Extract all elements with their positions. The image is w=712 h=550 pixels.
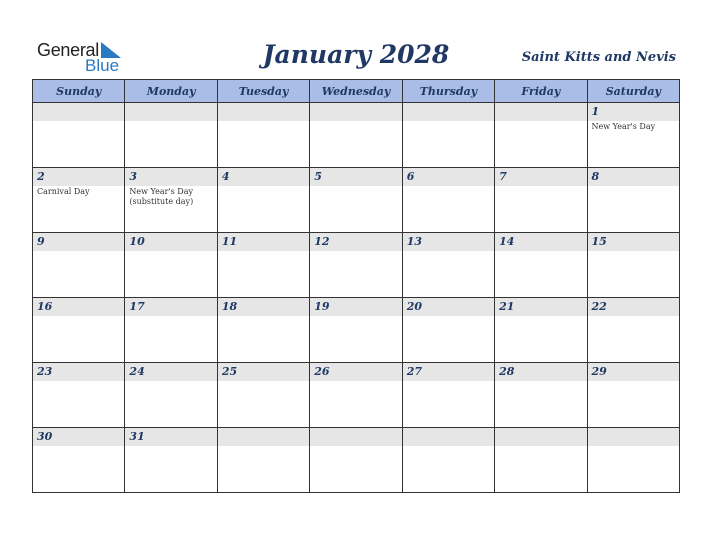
day-number-bar: [495, 298, 586, 316]
day-cell: [587, 298, 679, 363]
day-number-bar: [218, 363, 309, 381]
day-number-bar: [125, 428, 216, 446]
holiday-label: [310, 446, 401, 447]
logo-blue-text: Blue: [85, 56, 120, 75]
day-number: 5: [314, 170, 322, 183]
day-number: 28: [499, 365, 515, 378]
day-cell: [217, 363, 309, 428]
day-cell: [495, 168, 587, 233]
day-number: [403, 103, 494, 105]
day-number-bar: [310, 233, 401, 251]
holiday-label: [310, 381, 401, 382]
day-cell: [402, 298, 494, 363]
day-number-bar: [310, 298, 401, 316]
week-row: [33, 363, 680, 428]
holiday-label: [125, 251, 216, 252]
day-number: 24: [129, 365, 145, 378]
day-number-bar: [218, 103, 309, 121]
day-number: [125, 103, 216, 105]
day-number-bar: [310, 103, 401, 121]
holiday-label: [310, 186, 401, 187]
day-cell: [217, 168, 309, 233]
holiday-label: [218, 381, 309, 382]
day-number-bar: [218, 428, 309, 446]
day-number-bar: [403, 298, 494, 316]
day-cell: [310, 363, 402, 428]
day-number: [495, 103, 586, 105]
day-cell: [33, 233, 125, 298]
day-cell: [495, 428, 587, 493]
weekday-header-row: [33, 80, 680, 103]
day-cell: [33, 168, 125, 233]
day-number: 8: [591, 170, 600, 183]
holiday-label: [588, 446, 679, 447]
day-number-bar: [125, 168, 216, 186]
day-number: [218, 103, 309, 105]
holiday-label: [125, 316, 216, 317]
holiday-label: [310, 121, 401, 122]
holiday-label: [125, 381, 216, 382]
holiday-label: New Year's Day: [591, 122, 656, 131]
day-number: 15: [591, 235, 607, 248]
day-number-bar: [218, 298, 309, 316]
day-cell: [217, 233, 309, 298]
day-number: [403, 428, 494, 430]
day-cell: [587, 428, 679, 493]
day-number-bar: [33, 103, 124, 121]
day-cell: [310, 233, 402, 298]
day-cell: [310, 428, 402, 493]
holiday-label: [125, 121, 216, 122]
day-number: 20: [406, 300, 422, 313]
day-cell: [33, 363, 125, 428]
day-number: 25: [221, 365, 238, 378]
day-cell: [125, 233, 217, 298]
day-cell: [310, 298, 402, 363]
day-cell: [217, 298, 309, 363]
holiday-label: [403, 251, 494, 252]
day-number: 6: [406, 170, 415, 183]
holiday-label: Carnival Day: [37, 187, 90, 196]
day-number: 23: [37, 365, 53, 378]
day-number: 30: [37, 430, 53, 443]
holiday-label: [403, 446, 494, 447]
day-number-bar: [495, 428, 586, 446]
holiday-label: [495, 186, 586, 187]
day-cell: [125, 363, 217, 428]
day-number: 21: [499, 300, 515, 313]
holiday-label: [495, 251, 586, 252]
day-number: [588, 428, 679, 430]
day-number-bar: [33, 298, 124, 316]
day-number-bar: [310, 168, 401, 186]
week-row: [33, 168, 680, 233]
day-number-bar: [403, 103, 494, 121]
day-cell: [402, 168, 494, 233]
day-number: 31: [129, 430, 145, 443]
day-number-bar: [33, 428, 124, 446]
day-cell: [495, 103, 587, 168]
day-number-bar: [125, 103, 216, 121]
calendar-body: [33, 103, 680, 493]
holiday-label: [218, 121, 309, 122]
calendar-grid: [32, 79, 680, 493]
holiday-label: [403, 186, 494, 187]
logo-general-text: General: [37, 40, 99, 60]
day-number-bar: [310, 428, 401, 446]
day-number: [33, 103, 124, 105]
day-number: 16: [37, 300, 53, 313]
day-cell: [402, 233, 494, 298]
holiday-label: [310, 316, 401, 317]
day-number-bar: [33, 168, 124, 186]
day-number: [495, 428, 586, 430]
day-number: 17: [129, 300, 145, 313]
day-number-bar: [125, 233, 216, 251]
day-cell: [587, 103, 679, 168]
holiday-label: [588, 186, 679, 187]
day-cell: [402, 363, 494, 428]
day-cell: [587, 168, 679, 233]
day-number: 12: [314, 235, 330, 248]
day-number: 19: [314, 300, 330, 313]
holiday-label: [33, 446, 124, 447]
holiday-label: [495, 381, 586, 382]
day-number-bar: [125, 298, 216, 316]
weekday-tuesday: Tuesday: [217, 80, 309, 103]
holiday-label: [125, 446, 216, 447]
day-number: 14: [499, 235, 515, 248]
day-cell: [125, 103, 217, 168]
holiday-label: [33, 121, 124, 122]
day-number: 4: [221, 170, 230, 183]
day-cell: [402, 428, 494, 493]
week-row: [33, 103, 680, 168]
week-row: [33, 428, 680, 493]
day-number-bar: [310, 363, 401, 381]
day-number: 13: [406, 235, 422, 248]
weekday-saturday: Saturday: [587, 80, 679, 103]
day-number-bar: [403, 363, 494, 381]
holiday-label: [495, 446, 586, 447]
day-number-bar: [403, 168, 494, 186]
day-cell: [587, 363, 679, 428]
day-cell: [495, 363, 587, 428]
country-name: Saint Kitts and Nevis: [521, 50, 676, 65]
day-number: [310, 103, 401, 105]
day-number-bar: [33, 233, 124, 251]
holiday-label: [403, 121, 494, 122]
day-number: [310, 428, 401, 430]
day-number: [218, 428, 309, 430]
holiday-label: [310, 251, 401, 252]
day-number-bar: [403, 233, 494, 251]
day-cell: [33, 298, 125, 363]
day-cell: [125, 428, 217, 493]
day-number: 29: [591, 365, 607, 378]
holiday-label: [33, 316, 124, 317]
day-number: 27: [406, 365, 422, 378]
day-number-bar: [218, 233, 309, 251]
holiday-label: [218, 186, 309, 187]
day-number-bar: [495, 168, 586, 186]
day-number-bar: [218, 168, 309, 186]
weekday-thursday: Thursday: [402, 80, 494, 103]
day-cell: [310, 103, 402, 168]
day-number: 3: [129, 170, 138, 183]
day-number-bar: [495, 363, 586, 381]
holiday-label: [403, 316, 494, 317]
day-number-bar: [588, 428, 679, 446]
holiday-label: New Year's Day (substitute day): [129, 187, 194, 206]
weekday-monday: Monday: [125, 80, 217, 103]
weekday-wednesday: Wednesday: [310, 80, 402, 103]
holiday-label: [403, 381, 494, 382]
day-cell: [217, 428, 309, 493]
day-number: 18: [221, 300, 238, 313]
holiday-label: [218, 446, 309, 447]
day-number: 10: [129, 235, 145, 248]
day-number: 7: [499, 170, 507, 183]
day-number: 26: [314, 365, 330, 378]
day-cell: [587, 233, 679, 298]
day-cell: [125, 168, 217, 233]
holiday-label: [588, 381, 679, 382]
day-cell: [310, 168, 402, 233]
day-cell: [495, 298, 587, 363]
day-number-bar: [403, 428, 494, 446]
week-row: [33, 233, 680, 298]
day-number: 1: [591, 105, 600, 118]
day-number: 11: [221, 235, 238, 248]
day-number-bar: [495, 233, 586, 251]
holiday-label: [33, 381, 124, 382]
day-number-bar: [588, 363, 679, 381]
day-cell: [402, 103, 494, 168]
calendar-title: January 2028: [262, 40, 450, 69]
day-number-bar: [588, 168, 679, 186]
day-cell: [125, 298, 217, 363]
week-row: [33, 298, 680, 363]
day-cell: [33, 103, 125, 168]
weekday-sunday: Sunday: [33, 80, 125, 103]
day-cell: [217, 103, 309, 168]
day-number: 22: [591, 300, 607, 313]
weekday-friday: Friday: [495, 80, 587, 103]
day-number: 2: [37, 170, 45, 183]
holiday-label: [495, 316, 586, 317]
day-number-bar: [33, 363, 124, 381]
day-number-bar: [588, 103, 679, 121]
holiday-label: [218, 251, 309, 252]
day-cell: [33, 428, 125, 493]
holiday-label: [495, 121, 586, 122]
day-number-bar: [495, 103, 586, 121]
holiday-label: [33, 251, 124, 252]
holiday-label: [588, 251, 679, 252]
day-number: 9: [37, 235, 45, 248]
day-cell: [495, 233, 587, 298]
day-number-bar: [588, 233, 679, 251]
day-number-bar: [125, 363, 216, 381]
holiday-label: [588, 316, 679, 317]
day-number-bar: [588, 298, 679, 316]
holiday-label: [218, 316, 309, 317]
